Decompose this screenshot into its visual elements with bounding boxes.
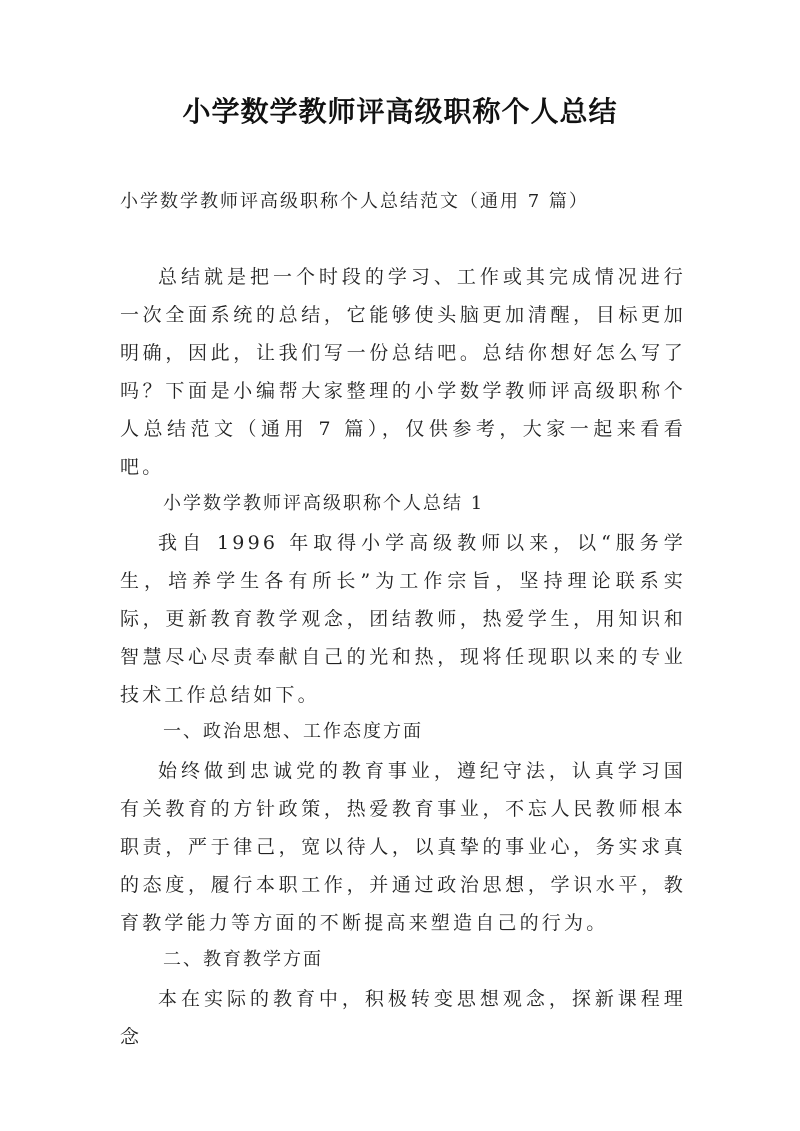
intro-paragraph: 总结就是把一个时段的学习、工作或其完成情况进行一次全面系统的总结，它能够使头脑更加清醒，目标更加明确，因此，让我们写一份总结吧。总结你想好怎么写了吗？下面是小编帮大家整理的小学数学教师评高级职称个人总结范文（通用 7 篇），仅供参考，大家一起来看看吧。 bbox=[120, 266, 686, 478]
section-heading-1: 一、政治思想、工作态度方面 bbox=[163, 721, 423, 742]
body-paragraph-3: 本在实际的教育中，积极转变思想观念，探新课程理念 bbox=[120, 988, 686, 1048]
body-paragraph-2: 始终做到忠诚党的教育事业，遵纪守法，认真学习国有关教育的方针政策，热爱教育事业，不忘人民教师根本职责，严于律己，宽以待人，以真挚的事业心，务实求真的态度，履行本职工作，并通过政治思想，学识水平，教育教学能力等方面的不断提高来塑造自己的行为。 bbox=[120, 760, 686, 934]
section-title: 小学数学教师评高级职称个人总结 1 bbox=[163, 493, 485, 514]
section-heading-2: 二、教育教学方面 bbox=[163, 949, 323, 970]
document-title: 小学数学教师评高级职称个人总结 bbox=[182, 95, 618, 128]
document-subtitle: 小学数学教师评高级职称个人总结范文（通用 7 篇） bbox=[120, 191, 589, 212]
body-paragraph-1: 我自 1996 年取得小学高级教师以来，以“服务学生，培养学生各有所长”为工作宗旨，坚持理论联系实际，更新教育教学观念，团结教师，热爱学生，用知识和智慧尽心尽责奉献自己的光和热，现将任现职以来的专业技术工作总结如下。 bbox=[120, 532, 686, 706]
